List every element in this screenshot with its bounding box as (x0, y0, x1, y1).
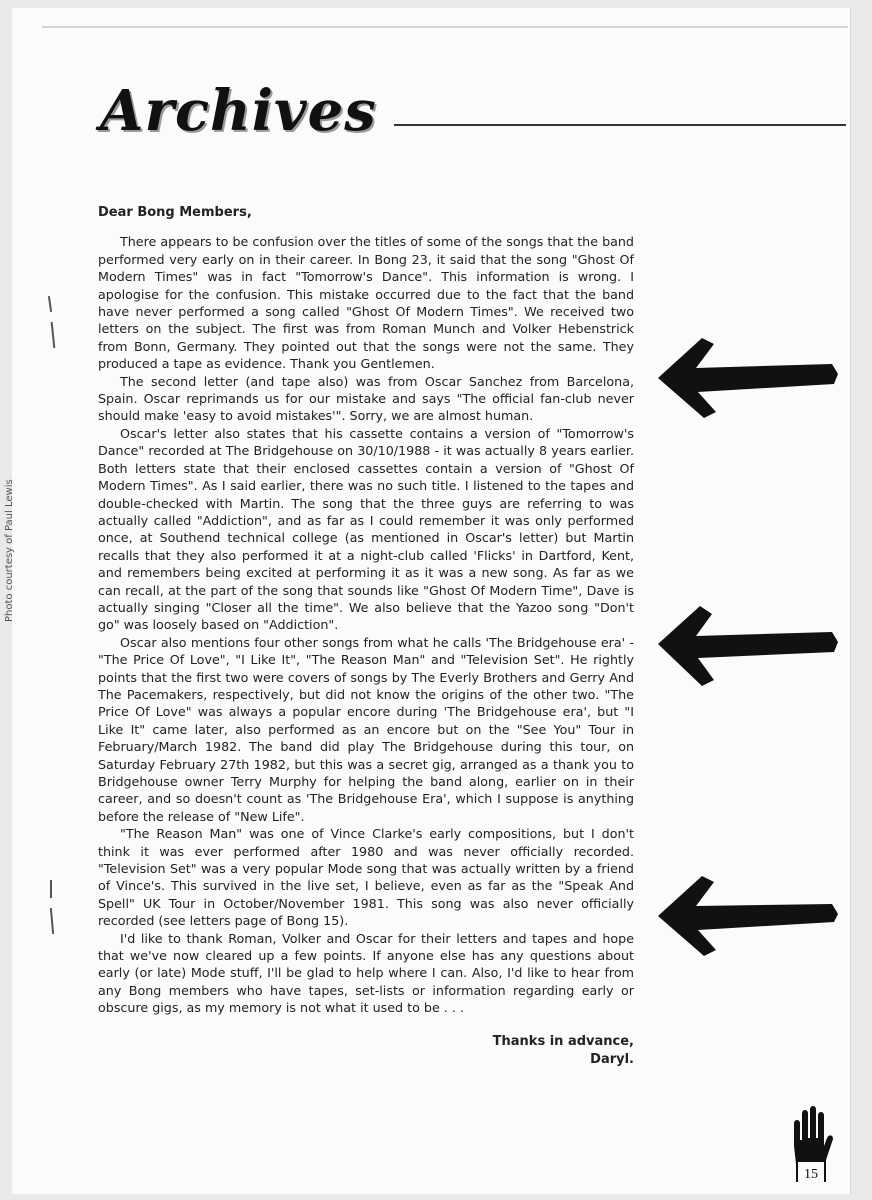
page-title: Archives (100, 78, 377, 144)
margin-mark (50, 880, 52, 898)
top-rule (42, 26, 848, 28)
arrow-left-icon (656, 602, 840, 688)
paragraph: The second letter (and tape also) was from Oscar Sanchez from Barcelona, Spain. Oscar reprimands us for our mistake and says "The official fan-club never should make 'easy to avoid mistakes'". Sorry, we are almost human. (98, 373, 634, 424)
salutation: Dear Bong Members, (98, 205, 252, 220)
paragraph: There appears to be confusion over the titles of some of the songs that the band performed very early on in their career. In Bong 23, it said that the song "Ghost Of Modern Times" was in fact "Tomorrow's Dance". This information is wrong. I apologise for the confusion. This mistake occurred due to the fact that the band have never performed a song called "Ghost Of Modern Times". We received two letters on the subject. The first was from Roman Munch and Volker Hebenstrick from Bonn, Germany. They pointed out that the songs were not the same. They produced a tape as evidence. Thank you Gentlemen. (98, 234, 634, 372)
photo-credit: Photo courtesy of Paul Lewis (4, 479, 15, 622)
hand-logo-icon (786, 1106, 836, 1182)
paragraph: I'd like to thank Roman, Volker and Oscar for their letters and tapes and hope that we've now cleared up a few points. If anyone else has any questions about early (or late) Mode stuff, I'll be glad to help where I can. Also, I'd like to hear from any Bong members who have tapes, set-lists or information regarding early or obscure gigs, as my memory is not what it used to be . . . (98, 930, 634, 1016)
letter-body (98, 204, 634, 1069)
closing: Thanks in advance, (492, 1033, 634, 1049)
signature: Daryl. (590, 1051, 634, 1067)
arrow-left-icon (656, 872, 840, 958)
signoff (98, 1033, 634, 1069)
paragraph: Oscar's letter also states that his cassette contains a version of "Tomorrow's Dance" recorded at The Bridgehouse on 30/10/1988 - it was actually 8 years earlier. Both letters state that their enclosed cassettes contain a version of "Ghost Of Modern Times". As I said earlier, there was no such title. I listened to the tapes and double-checked with Martin. The song that the three guys are referring to was actually called "Addiction", and as far as I could remember it was only performed once, at Southend technical college (as mentioned in Oscar's letter) but Martin recalls that they also performed it at a night-club called 'Flicks' in Dartford, Kent, and remembers being excited at performing it as it was a new song. As far as we can recall, at the part of the song that sounds like "Ghost Of Modern Time", Dave is actually singing "Closer all the time". We also believe that the Yazoo song "Don't go" was loosely based on "Addiction". (98, 425, 634, 633)
paragraph: Oscar also mentions four other songs from what he calls 'The Bridgehouse era' - "The Price Of Love", "I Like It", "The Reason Man" and "Television Set". He rightly points that the first two were covers of songs by The Everly Brothers and Gerry And The Pacemakers, respectively, but did not know the origins of the other two. "The Price Of Love" was always a popular encore during 'The Bridgehouse era', but "I Like It" came later, also performed as an encore but on the "See You" Tour in February/March 1982. The band did play The Bridgehouse during this tour, on Saturday February 27th 1982, but this was a secret gig, arranged as a thank you to Bridgehouse owner Terry Murphy for helping the band along, earlier on in their career, and so doesn't count as 'The Bridgehouse Era', which I suppose is anything before the release of "New Life". (98, 634, 634, 824)
arrow-left-icon (656, 334, 840, 420)
page-number: 15 (804, 1167, 818, 1182)
paragraph: "The Reason Man" was one of Vince Clarke's early compositions, but I don't think it was ever performed after 1980 and was never officially recorded. "Television Set" was a very popular Mode song that was actually written by a friend of Vince's. This survived in the live set, I believe, even as far as the "Speak And Spell" UK Tour in October/November 1981. This song was also never officially recorded (see letters page of Bong 15). (98, 826, 634, 929)
title-rule (394, 124, 846, 126)
